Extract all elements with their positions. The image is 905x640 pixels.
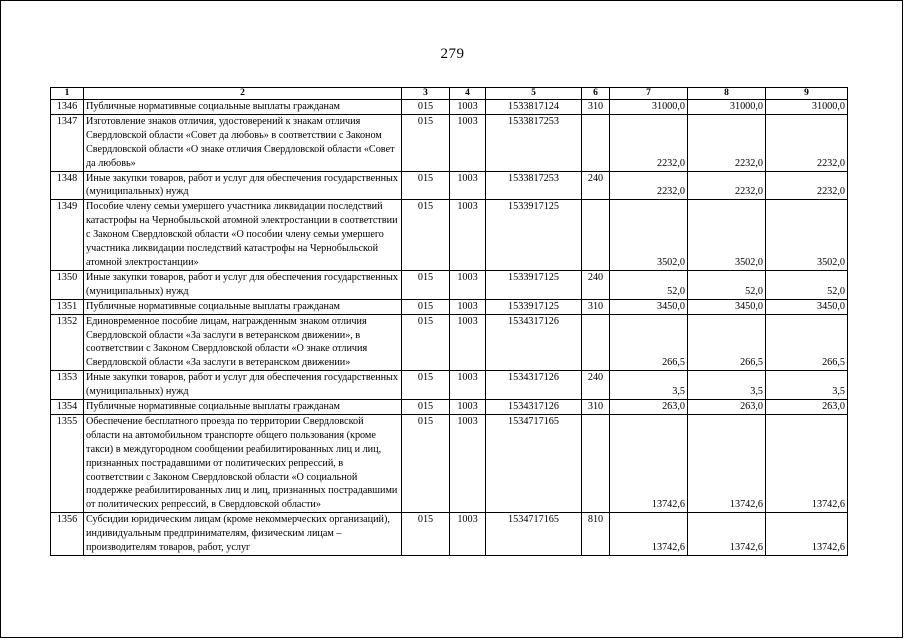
row-amount-col8: 3,5 [688,371,766,400]
row-expense-type [582,114,610,171]
row-section-code: 1003 [450,270,486,299]
row-name: Иные закупки товаров, работ и услуг для обеспечения государственных (муниципальных) нужд [84,371,402,400]
col-header-9: 9 [766,88,848,100]
row-ministry-code: 015 [402,200,450,271]
row-number: 1354 [51,400,84,415]
row-ministry-code: 015 [402,270,450,299]
row-target-code: 1534717165 [486,513,582,556]
row-amount-col7: 52,0 [610,270,688,299]
row-number: 1347 [51,114,84,171]
page-number: 279 [440,46,465,62]
col-header-3: 3 [402,88,450,100]
row-amount-col7: 3502,0 [610,200,688,271]
row-target-code: 1533817124 [486,100,582,115]
row-name: Иные закупки товаров, работ и услуг для обеспечения государственных (муниципальных) нужд [84,171,402,200]
row-amount-col9: 3,5 [766,371,848,400]
col-header-7: 7 [610,88,688,100]
table-body [51,88,848,556]
row-ministry-code: 015 [402,414,450,512]
row-amount-col7: 2232,0 [610,114,688,171]
row-expense-type: 240 [582,270,610,299]
row-target-code: 1534317126 [486,371,582,400]
row-section-code: 1003 [450,314,486,371]
row-name: Иные закупки товаров, работ и услуг для обеспечения государственных (муниципальных) нужд [84,270,402,299]
row-amount-col8: 13742,6 [688,414,766,512]
table-row [51,371,848,400]
row-name: Субсидии юридическим лицам (кроме некоммерческих организаций), индивидуальным предпринимателям, физическим лицам – производителям товаров, работ, услуг [84,513,402,556]
row-target-code: 1533817253 [486,171,582,200]
row-amount-col8: 3450,0 [688,299,766,314]
row-section-code: 1003 [450,414,486,512]
table-row [51,513,848,556]
row-number: 1352 [51,314,84,371]
row-section-code: 1003 [450,100,486,115]
row-number: 1356 [51,513,84,556]
table-row [51,200,848,271]
row-expense-type [582,414,610,512]
row-number: 1346 [51,100,84,115]
row-number: 1350 [51,270,84,299]
row-section-code: 1003 [450,400,486,415]
row-amount-col9: 3502,0 [766,200,848,271]
table-row [51,299,848,314]
row-amount-col9: 3450,0 [766,299,848,314]
row-section-code: 1003 [450,513,486,556]
row-amount-col9: 13742,6 [766,513,848,556]
col-header-8: 8 [688,88,766,100]
row-amount-col9: 2232,0 [766,171,848,200]
row-expense-type: 240 [582,171,610,200]
row-number: 1349 [51,200,84,271]
row-amount-col8: 3502,0 [688,200,766,271]
row-name: Публичные нормативные социальные выплаты гражданам [84,299,402,314]
row-name: Изготовление знаков отличия, удостоверений к знакам отличия Свердловской области «Совет да любовь» в соответствии с Законом Свердловской области «О знаке отличия Свердловской области «Совет да любовь» [84,114,402,171]
row-ministry-code: 015 [402,299,450,314]
budget-table [50,87,848,556]
table-row [51,270,848,299]
row-expense-type [582,200,610,271]
table-row [51,400,848,415]
row-expense-type: 240 [582,371,610,400]
col-header-6: 6 [582,88,610,100]
row-section-code: 1003 [450,114,486,171]
row-name: Обеспечение бесплатного проезда по территории Свердловской области на автомобильном транспорте общего пользования (кроме такси) в междугородном сообщении реабилитированных лиц и лиц, признанных пострадавшими от политических репрессий, в соответствии с Законом Свердловской области «О социальной поддержке реабилитированных лиц и лиц, признанных пострадавшими от политических репрессий, в Свердловской области» [84,414,402,512]
row-target-code: 1534317126 [486,400,582,415]
table-row [51,171,848,200]
row-amount-col8: 2232,0 [688,171,766,200]
row-amount-col7: 2232,0 [610,171,688,200]
row-amount-col8: 52,0 [688,270,766,299]
row-amount-col8: 2232,0 [688,114,766,171]
row-name: Пособие члену семьи умершего участника ликвидации последствий катастрофы на Чернобыльской атомной электростанции в соответствии с Законом Свердловской области «О пособии члену семьи умершего участника ликвидации последствий катастрофы на Чернобыльской атомной электростанции» [84,200,402,271]
col-header-4: 4 [450,88,486,100]
row-ministry-code: 015 [402,171,450,200]
row-expense-type: 310 [582,100,610,115]
row-number: 1348 [51,171,84,200]
row-target-code: 1534717165 [486,414,582,512]
row-amount-col7: 3,5 [610,371,688,400]
table-row [51,100,848,115]
row-amount-col8: 266,5 [688,314,766,371]
row-amount-col7: 13742,6 [610,414,688,512]
table-row [51,414,848,512]
row-number: 1351 [51,299,84,314]
row-expense-type: 310 [582,299,610,314]
row-amount-col8: 13742,6 [688,513,766,556]
table-row [51,114,848,171]
row-expense-type [582,314,610,371]
row-amount-col9: 2232,0 [766,114,848,171]
row-expense-type: 310 [582,400,610,415]
row-amount-col9: 52,0 [766,270,848,299]
row-target-code: 1533817253 [486,114,582,171]
row-number: 1355 [51,414,84,512]
row-section-code: 1003 [450,299,486,314]
row-section-code: 1003 [450,371,486,400]
row-amount-col7: 13742,6 [610,513,688,556]
row-ministry-code: 015 [402,100,450,115]
row-ministry-code: 015 [402,114,450,171]
row-ministry-code: 015 [402,513,450,556]
row-number: 1353 [51,371,84,400]
row-amount-col9: 13742,6 [766,414,848,512]
row-expense-type: 810 [582,513,610,556]
row-section-code: 1003 [450,200,486,271]
row-ministry-code: 015 [402,400,450,415]
row-section-code: 1003 [450,171,486,200]
row-name: Публичные нормативные социальные выплаты гражданам [84,100,402,115]
row-amount-col7: 31000,0 [610,100,688,115]
col-header-5: 5 [486,88,582,100]
col-header-1: 1 [51,88,84,100]
row-target-code: 1533917125 [486,270,582,299]
row-amount-col7: 3450,0 [610,299,688,314]
table-row [51,314,848,371]
row-amount-col7: 263,0 [610,400,688,415]
row-amount-col9: 31000,0 [766,100,848,115]
col-header-2: 2 [84,88,402,100]
row-ministry-code: 015 [402,314,450,371]
row-name: Публичные нормативные социальные выплаты гражданам [84,400,402,415]
table-header-row [51,88,848,100]
row-target-code: 1533917125 [486,200,582,271]
row-amount-col9: 263,0 [766,400,848,415]
row-amount-col7: 266,5 [610,314,688,371]
row-target-code: 1533917125 [486,299,582,314]
row-amount-col8: 31000,0 [688,100,766,115]
row-amount-col8: 263,0 [688,400,766,415]
row-ministry-code: 015 [402,371,450,400]
row-target-code: 1534317126 [486,314,582,371]
row-amount-col9: 266,5 [766,314,848,371]
row-name: Единовременное пособие лицам, награжденным знаком отличия Свердловской области «За заслуги в ветеранском движении», в соответствии с Законом Свердловской области «О знаке отличия Свердловской области «За заслуги в ветеранском движении» [84,314,402,371]
